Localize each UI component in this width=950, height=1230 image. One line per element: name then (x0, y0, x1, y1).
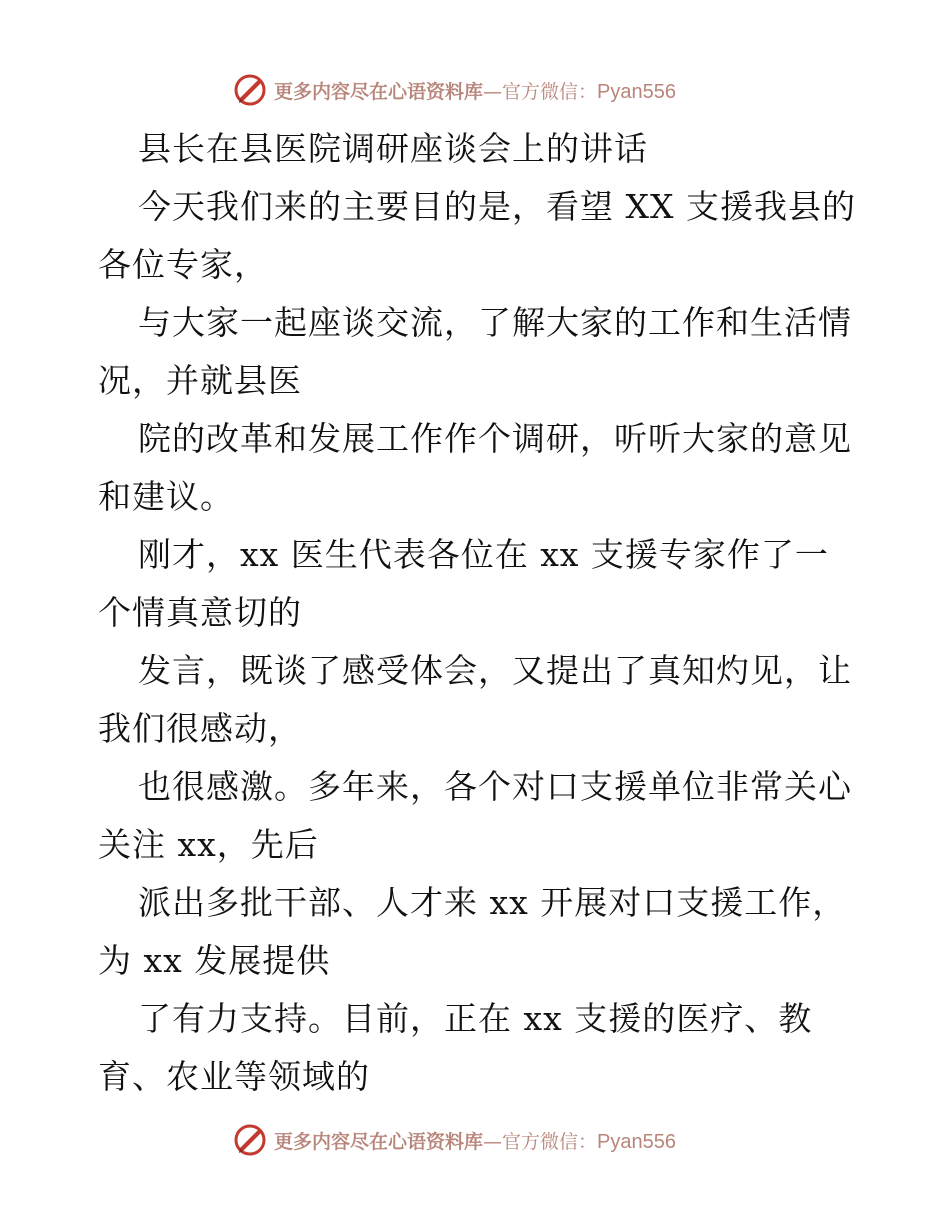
paragraph-line: 刚才，xx 医生代表各位在 xx 支援专家作了一 (138, 535, 829, 574)
paragraph-line: 况，并就县医 (98, 361, 302, 400)
paragraph-line: 派出多批干部、人才来 xx 开展对口支援工作， (138, 883, 847, 922)
paragraph-line: 我们很感动， (98, 709, 302, 748)
watermark-separator: — (483, 1130, 503, 1153)
logo-icon (232, 72, 268, 108)
footer-watermark-banner (232, 1120, 676, 1160)
header-watermark-banner (232, 70, 676, 110)
paragraph-line: 为 xx 发展提供 (98, 941, 331, 980)
paragraph-line: 发言，既谈了感受体会，又提出了真知灼见，让 (138, 651, 852, 690)
watermark-suffix: 官方微信： (502, 80, 598, 103)
paragraph-line: 关注 xx，先后 (98, 825, 319, 864)
paragraph-line: 了有力支持。目前，正在 xx 支援的医疗、教 (138, 999, 813, 1038)
watermark-text (274, 1127, 676, 1154)
paragraph-line: 与大家一起座谈交流，了解大家的工作和生活情 (138, 303, 852, 342)
watermark-separator: — (483, 80, 503, 103)
paragraph-line: 育、农业等领域的 (98, 1057, 370, 1096)
paragraph-line: 各位专家， (98, 245, 268, 284)
paragraph-line: 院的改革和发展工作作个调研，听听大家的意见 (138, 419, 852, 458)
logo-icon (232, 1122, 268, 1158)
watermark-handle: Pyan556 (597, 1130, 676, 1153)
watermark-name: 更多内容尽在心语资料库 (274, 1130, 484, 1153)
document-title: 县长在县医院调研座谈会上的讲话 (138, 129, 648, 168)
paragraph-line: 今天我们来的主要目的是，看望 XX 支援我县的 (138, 187, 856, 226)
watermark-name: 更多内容尽在心语资料库 (274, 80, 484, 103)
watermark-handle: Pyan556 (597, 80, 676, 103)
paragraph-line: 也很感激。多年来，各个对口支援单位非常关心 (138, 767, 852, 806)
paragraph-line: 和建议。 (98, 477, 234, 516)
paragraph-line: 个情真意切的 (98, 593, 302, 632)
watermark-suffix: 官方微信： (502, 1130, 598, 1153)
watermark-text (274, 77, 676, 104)
document-body (98, 120, 858, 1106)
